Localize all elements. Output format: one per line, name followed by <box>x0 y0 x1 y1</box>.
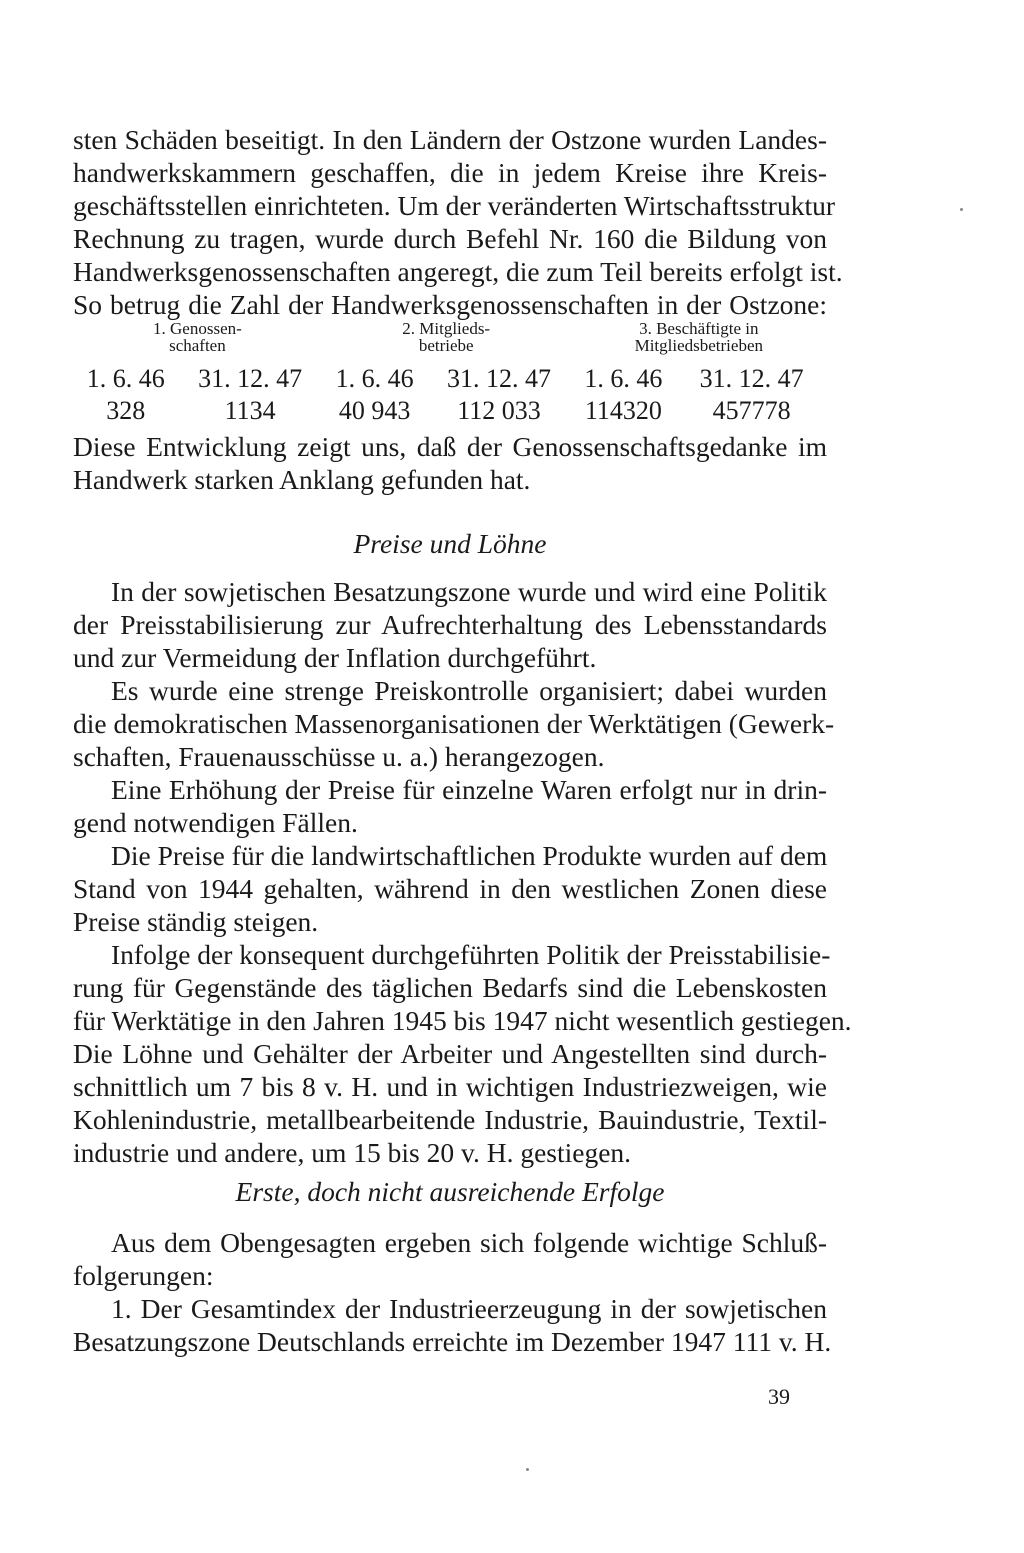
paragraph-handwerk <box>73 123 843 321</box>
text-line: sten Schäden beseitigt. In den Ländern der Ostzone wurden Landes- <box>73 124 827 155</box>
text-line: handwerkskammern geschaffen, die in jedem Kreise ihre Kreis- <box>73 157 827 188</box>
table-header-row <box>73 320 827 364</box>
column-group-heading <box>571 320 827 364</box>
text-line: Eine Erhöhung der Preise für einzelne Waren erfolgt nur in drin- <box>111 774 827 805</box>
text-line: So betrug die Zahl der Handwerksgenossenschaften in der Ostzone: <box>73 289 827 320</box>
text-line: Die Preise für die landwirtschaftlichen Produkte wurden auf dem <box>111 840 828 871</box>
date-cell: 31. 12. 47 <box>198 364 303 393</box>
text-line: geschäftsstellen einrichteten. Um der veränderten Wirtschaftsstruktur <box>73 190 835 221</box>
text-line: Die Löhne und Gehälter der Arbeiter und Angestellten sind durch- <box>73 1038 827 1069</box>
column-group-heading <box>73 320 322 364</box>
text-line: In der sowjetischen Besatzungszone wurde und wird eine Politik <box>111 576 827 607</box>
text-line: rung für Gegenstände des täglichen Bedarfs sind die Lebenskosten <box>73 972 827 1003</box>
text-line: die demokratischen Massenorganisationen der Werktätigen (Gewerk- <box>73 708 835 739</box>
heading-line: betriebe <box>418 336 474 355</box>
text-line: 1. Der Gesamtindex der Industrieerzeugung in der sowjetischen <box>111 1293 827 1324</box>
section-preise-loehne <box>73 575 852 1169</box>
text-line: Preise ständig steigen. <box>73 906 319 937</box>
table-row <box>73 396 827 426</box>
text-line: schnittlich um 7 bis 8 v. H. und in wichtigen Industriezweigen, wie <box>73 1071 827 1102</box>
text-line: Handwerk starken Anklang gefunden hat. <box>73 464 531 495</box>
text-line: der Preisstabilisierung zur Aufrechterhaltung des Lebensstandards <box>73 609 827 640</box>
text-line: Es wurde eine strenge Preiskontrolle organisiert; dabei wurden <box>111 675 827 706</box>
date-cell: 1. 6. 46 <box>584 364 663 393</box>
date-cell: 1. 6. 46 <box>86 364 165 393</box>
section-heading-preise: Preise und Löhne <box>353 528 547 559</box>
paragraph-genossenschaft <box>73 430 827 496</box>
value-cell: 1134 <box>224 396 276 425</box>
cooperatives-stats-table <box>73 320 827 426</box>
column-group-heading <box>322 320 571 364</box>
value-cell: 112 033 <box>457 396 541 425</box>
value-cell: 114320 <box>584 396 662 425</box>
text-line: Handwerksgenossenschaften angeregt, die zum Teil bereits erfolgt ist. <box>73 256 843 287</box>
text-line: industrie und andere, um 15 bis 20 v. H. gestiegen. <box>73 1137 632 1168</box>
date-cell: 1. 6. 46 <box>335 364 414 393</box>
text-line: und zur Vermeidung der Inflation durchgeführt. <box>73 642 597 673</box>
text-line: folgerungen: <box>73 1260 214 1291</box>
heading-line: 3. Beschäftigte in <box>639 319 759 338</box>
date-cell: 31. 12. 47 <box>699 364 804 393</box>
text-line: Besatzungszone Deutschlands erreichte im Dezember 1947 111 v. H. <box>73 1326 832 1357</box>
scan-speck <box>960 208 963 211</box>
date-cell: 31. 12. 47 <box>446 364 551 393</box>
scan-speck <box>526 1468 529 1471</box>
page-number: 39 <box>768 1384 790 1409</box>
text-line: Infolge der konsequent durchgeführten Politik der Preisstabilisie- <box>111 939 831 970</box>
text-line: Aus dem Obengesagten ergeben sich folgende wichtige Schluß- <box>111 1227 827 1258</box>
table-row <box>73 364 827 396</box>
text-line: Diese Entwicklung zeigt uns, daß der Genossenschaftsgedanke im <box>73 431 827 462</box>
text-line: für Werktätige in den Jahren 1945 bis 1947 nicht wesentlich gestiegen. <box>73 1005 852 1036</box>
text-line: Stand von 1944 gehalten, während in den westlichen Zonen diese <box>73 873 827 904</box>
heading-line: 1. Genossen- <box>153 319 242 338</box>
text-line: Kohlenindustrie, metallbearbeitende Industrie, Bauindustrie, Textil- <box>73 1104 827 1135</box>
heading-line: 2. Mitglieds- <box>402 319 491 338</box>
heading-line: Mitgliedsbetrieben <box>634 336 763 355</box>
text-line: schaften, Frauenausschüsse u. a.) herangezogen. <box>73 741 605 772</box>
text-line: Rechnung zu tragen, wurde durch Befehl Nr. 160 die Bildung von <box>73 223 827 254</box>
text-line: gend notwendigen Fällen. <box>73 807 358 838</box>
section-heading-erfolge: Erste, doch nicht ausreichende Erfolge <box>235 1176 665 1207</box>
value-cell: 457778 <box>712 396 791 425</box>
value-cell: 40 943 <box>338 396 411 425</box>
section-erfolge <box>73 1226 832 1358</box>
value-cell: 328 <box>106 396 146 425</box>
heading-line: schaften <box>169 336 226 355</box>
